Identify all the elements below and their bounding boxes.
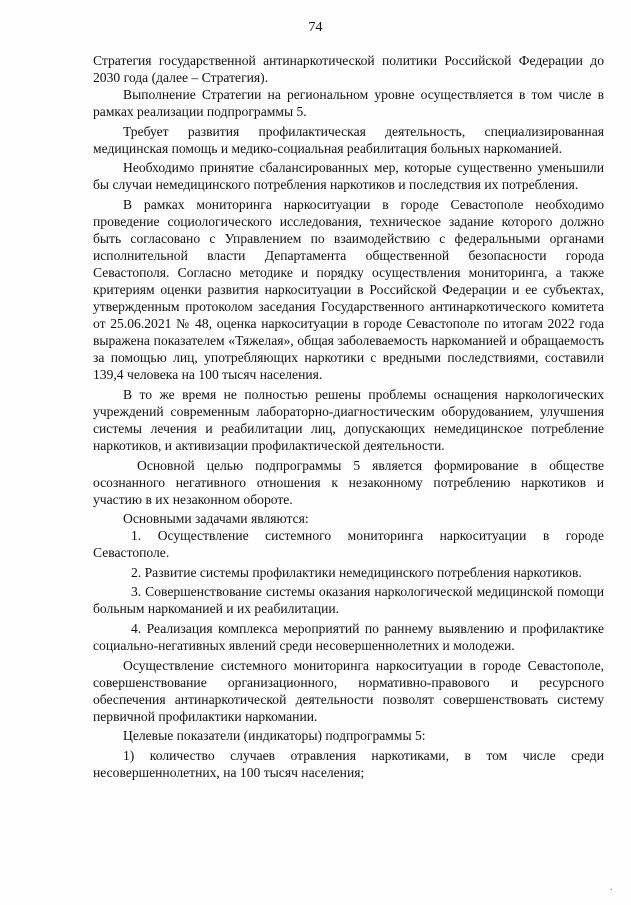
paragraph-tasks-heading: Основными задачами являются: [123,511,309,527]
paragraph-main-goal: Основной целью подпрограммы 5 является формирование в обществе осознанного негативного отношения к незаконному потреблению наркотиков и участию в их незаконном обороте. [93,457,604,507]
list-item-task-4: 4. Реализация комплекса мероприятий по раннему выявлению и профилактике социально-негативных явлений среди несовершеннолетних и молодежи. [93,621,604,654]
paragraph-monitoring: В рамках мониторинга наркоситуации в городе Севастополе необходимо проведение социологического исследования, техническое задание которого должно быть согласовано с Управлением по взаимодействию с федеральными органами исполнительной власти Департамента общественной безопасности города Севастополя. Согласно методике и порядку осуществления мониторинга, а также критериям оценки развития наркоситуации в Российской Федерации и ее субъектах, утвержденным протоколом заседания Государственного антинаркотического комитета от 25.06.2021 № 48, оценка наркоситуации в городе Севастополе по итогам 2022 года выражена показателем «Тяжелая», общая заболеваемость наркоманией и обращаемость за помощью лиц, употребляющих наркотики с вредными последствиями, составили 139,4 человека на 100 тысяч населения. [93,196,604,383]
scan-dot: . [610,882,613,893]
paragraph-monitoring-result: Осуществление системного мониторинга наркоситуации в городе Севастополе, совершенствование организационного, нормативно-правового и ресурсного обеспечения антинаркотической деятельности позволят совершенствовать систему первичной профилактики наркомании. [93,657,604,724]
list-item-task-3: 3. Совершенствование системы оказания наркологической медицинской помощи больным наркоманией и их реабилитации. [93,584,604,617]
paragraph-strategy-implementation: Выполнение Стратегии на региональном уровне осуществляется в том числе в рамках реализации подпрограммы 5. [93,87,604,120]
list-item-task-1: 1. Осуществление системного мониторинга наркоситуации в городе Севастополе. [93,528,604,561]
paragraph-unsolved-problems: В то же время не полностью решены проблемы оснащения наркологических учреждений современным лабораторно-диагностическим оборудованием, улучшения системы лечения и реабилитации лиц, допускающих немедицинское потребление наркотиков, и активизации профилактической деятельности. [93,386,604,454]
paragraph-balanced-measures: Необходимо принятие сбалансированных мер, которые существенно уменьшили бы случаи немедицинского потребления наркотиков и последствия их потребления. [93,160,604,193]
list-item-indicator-1: 1) количество случаев отравления наркотиками, в том числе среди несовершеннолетних, на 100 тысяч населения; [93,747,604,780]
document-body [93,52,604,781]
page-number: 74 [308,20,323,35]
paragraph-strategy-title: Стратегия государственной антинаркотической политики Российской Федерации до 2030 года (далее – Стратегия). [93,53,604,86]
paragraph-indicators-heading: Целевые показатели (индикаторы) подпрограммы 5: [123,728,426,744]
paragraph-prevention-needs: Требует развития профилактическая деятельность, специализированная медицинская помощь и медико-социальная реабилитация больных наркоманией. [93,123,604,156]
list-item-task-2: 2. Развитие системы профилактики немедицинского потребления наркотиков. [131,564,582,580]
